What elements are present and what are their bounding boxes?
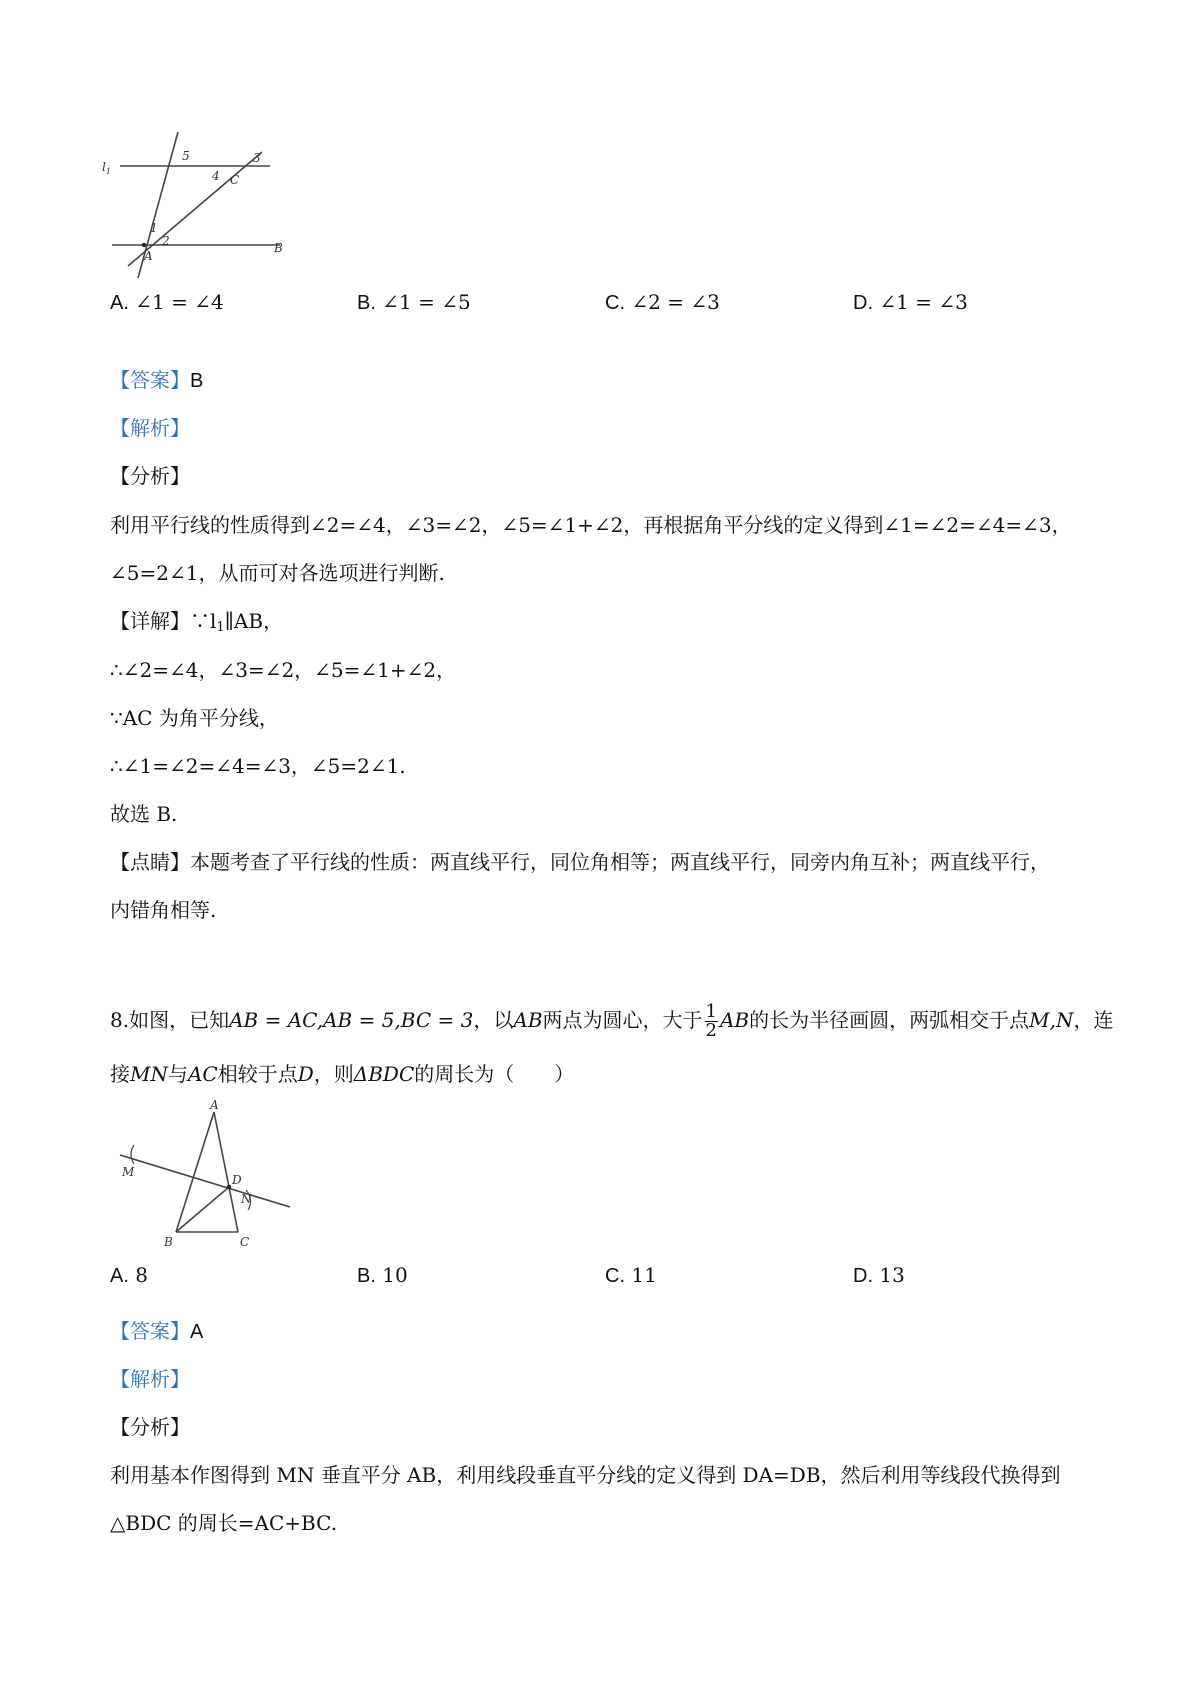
q7-detail-line-5: 故选 B.	[110, 802, 178, 826]
detail-tag: 【详解】	[110, 609, 190, 633]
q8-fenxi-line-2: △BDC 的周长=AC+BC.	[110, 1511, 338, 1535]
stem-math: AB	[513, 1008, 543, 1032]
stem-text: ，以	[473, 1008, 514, 1032]
answer-value: B	[190, 370, 204, 392]
fraction-one-half	[705, 1003, 718, 1040]
stem-text: ，连	[1073, 1008, 1114, 1032]
detail-text-post: ∥AB，	[224, 609, 284, 633]
option-text: ∠2 = ∠3	[631, 290, 720, 314]
label-l1: $l_1$	[102, 160, 111, 176]
label-angle-2: 2	[162, 234, 170, 248]
q8-option-c	[605, 1261, 657, 1290]
q7-analysis-tag: 【解析】	[110, 416, 190, 440]
label-point-c: C	[240, 1235, 250, 1249]
label-point-a: A	[210, 1100, 219, 1112]
q7-option-d	[853, 288, 968, 317]
stem-text: 8.如图，已知	[110, 1008, 230, 1032]
q7-option-b	[357, 288, 471, 317]
label-angle-4: 4	[212, 169, 220, 183]
label-angle-1: 1	[150, 221, 158, 235]
q7-detail-line-3: ∵AC 为角平分线，	[110, 706, 279, 730]
option-letter: C.	[605, 1265, 625, 1287]
line-mn	[120, 1155, 290, 1207]
comment-tag: 【点睛】	[110, 850, 190, 874]
answer-tag: 【答案】	[110, 368, 190, 392]
stem-text: 两点为圆心，大于	[542, 1008, 703, 1032]
comment-text: 本题考查了平行线的性质：两直线平行，同位角相等；两直线平行，同旁内角互补；两直线平行，	[190, 850, 1050, 874]
side-ab	[176, 1112, 214, 1232]
label-point-b: B	[274, 241, 283, 255]
fraction-denominator: 2	[705, 1020, 717, 1041]
point-d	[227, 1185, 231, 1189]
label-point-a: A	[144, 249, 153, 263]
stem-text: 接	[110, 1062, 130, 1086]
stem-text: 与	[167, 1062, 188, 1086]
label-point-c: C	[230, 173, 240, 187]
arc-m	[131, 1145, 134, 1164]
option-letter: B.	[357, 292, 376, 314]
option-text: ∠1 = ∠5	[382, 290, 471, 314]
q8-option-a	[110, 1261, 148, 1290]
answer-tag: 【答案】	[110, 1319, 190, 1343]
stem-math: D	[297, 1062, 314, 1086]
figure-parallel-lines	[100, 128, 300, 288]
q7-fenxi-tag: 【分析】	[110, 464, 190, 488]
q8-analysis-tag: 【解析】	[110, 1367, 190, 1391]
q7-comment-line-1	[110, 848, 1050, 876]
q7-fenxi-line-2: ∠5=2∠1，从而可对各选项进行判断.	[110, 561, 445, 585]
stem-text: ，则	[313, 1062, 354, 1086]
q7-detail-line-1	[110, 607, 283, 642]
option-text: 8	[135, 1263, 148, 1287]
q8-option-d	[853, 1261, 905, 1290]
option-text: 10	[382, 1263, 408, 1287]
fraction-numerator: 1	[705, 1001, 717, 1022]
label-angle-3: 3	[253, 151, 261, 165]
label-point-d: D	[232, 1173, 242, 1187]
option-letter: C.	[605, 292, 625, 314]
detail-text: ∵l	[190, 609, 217, 633]
q7-fenxi-line-1: 利用平行线的性质得到∠2=∠4，∠3=∠2，∠5=∠1+∠2，再根据角平分线的定义得到∠1=∠2=∠4=∠3，	[110, 513, 1072, 537]
q8-option-b	[357, 1261, 408, 1290]
q7-option-a	[110, 288, 224, 317]
stem-text: 的周长为（ ）	[414, 1062, 575, 1086]
stem-math: MN	[130, 1062, 168, 1086]
option-letter: D.	[853, 292, 873, 314]
stem-text: 相较于点	[217, 1062, 298, 1086]
option-text: ∠1 = ∠4	[135, 290, 224, 314]
stem-math: AB = AC,AB = 5,BC = 3	[229, 1008, 474, 1032]
option-text: 11	[631, 1263, 657, 1287]
option-text: 13	[879, 1263, 905, 1287]
q8-stem-line-1	[110, 1000, 1113, 1040]
stem-text: 的长为半径画圆，两弧相交于点	[749, 1008, 1030, 1032]
figure-triangle	[108, 1100, 298, 1250]
label-point-b: B	[164, 1235, 173, 1249]
stem-math: AB	[719, 1008, 750, 1032]
stem-math: ΔBDC	[353, 1062, 415, 1086]
q7-detail-line-4: ∴∠1=∠2=∠4=∠3，∠5=2∠1.	[110, 754, 406, 778]
stem-math: AC	[187, 1062, 218, 1086]
q7-option-c	[605, 288, 720, 317]
option-letter: D.	[853, 1265, 873, 1287]
side-ac	[214, 1112, 238, 1232]
point-a	[142, 243, 146, 247]
label-point-n: N	[241, 1192, 252, 1206]
answer-value: A	[190, 1321, 204, 1343]
q8-fenxi-tag: 【分析】	[110, 1415, 190, 1439]
label-point-m: M	[122, 1165, 135, 1179]
q7-detail-line-2: ∴∠2=∠4，∠3=∠2，∠5=∠1+∠2，	[110, 658, 457, 682]
q7-answer	[110, 366, 203, 395]
detail-subscript: 1	[216, 620, 225, 635]
q8-stem-line-2	[110, 1060, 574, 1088]
q8-fenxi-line-1: 利用基本作图得到 MN 垂直平分 AB，利用线段垂直平分线的定义得到 DA=DB，然后利用等线段代换得到	[110, 1463, 1061, 1487]
label-angle-5: 5	[182, 149, 190, 163]
option-letter: A.	[110, 1265, 129, 1287]
stem-math: M,N	[1029, 1008, 1074, 1032]
option-text: ∠1 = ∠3	[879, 290, 968, 314]
q7-comment-line-2: 内错角相等.	[110, 898, 217, 922]
option-letter: A.	[110, 292, 129, 314]
option-letter: B.	[357, 1265, 376, 1287]
q8-answer	[110, 1317, 203, 1346]
